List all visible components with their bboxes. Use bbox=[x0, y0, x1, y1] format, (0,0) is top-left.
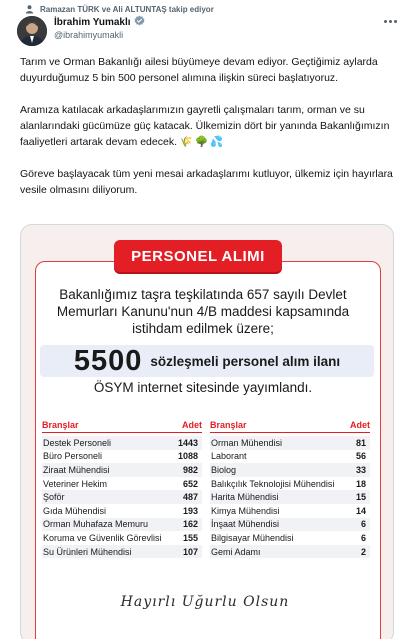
tweet-paragraph: Göreve başlayacak tüm yeni mesai arkadaşlarımı kutluyor, ülkemiz için hayırlara vesile olmasını diliyorum. bbox=[20, 168, 393, 197]
more-options-icon[interactable] bbox=[384, 20, 397, 23]
branch-name: Orman Muhafaza Memuru bbox=[43, 519, 149, 530]
tweet-paragraph: Tarım ve Orman Bakanlığı ailesi büyümeye devam ediyor. Geçtiğimiz aylarda duyurduğumuz 5 bin 500 personel alımına ilişkin süreci başlatıyoruz. bbox=[20, 56, 378, 84]
branch-count: 1088 bbox=[177, 451, 198, 462]
branch-name: Gemi Adamı bbox=[211, 546, 261, 557]
branch-name: Harita Mühendisi bbox=[211, 492, 279, 503]
branch-name: Büro Personeli bbox=[43, 451, 103, 462]
author-name[interactable]: İbrahim Yumaklı bbox=[54, 16, 131, 28]
branch-count: 15 bbox=[355, 492, 366, 503]
branch-name: Koruma ve Güvenlik Görevlisi bbox=[43, 532, 162, 543]
table-row bbox=[42, 518, 202, 532]
branch-table-left bbox=[42, 420, 202, 558]
branch-name: Şoför bbox=[43, 492, 65, 503]
avatar[interactable] bbox=[17, 16, 47, 46]
branch-name: Orman Mühendisi bbox=[211, 437, 283, 448]
poster-intro bbox=[36, 286, 370, 337]
branch-count: 1443 bbox=[177, 437, 198, 448]
table-header bbox=[42, 420, 202, 433]
highlight-box bbox=[40, 345, 374, 377]
branch-count: 2 bbox=[360, 546, 366, 557]
big-label: sözleşmeli personel alım ilanı bbox=[150, 353, 341, 369]
table-row bbox=[42, 450, 202, 464]
tree-icon: 🌳 bbox=[195, 136, 209, 149]
social-context[interactable] bbox=[20, 2, 214, 16]
branch-table-right bbox=[210, 420, 370, 558]
branch-name: Balıkçılık Teknolojisi Mühendisi bbox=[211, 478, 335, 489]
branch-name: Ziraat Mühendisi bbox=[43, 464, 110, 475]
big-number: 5500 bbox=[73, 344, 143, 377]
branch-count: 107 bbox=[182, 546, 198, 557]
table-row bbox=[42, 504, 202, 518]
header-count: Adet bbox=[350, 420, 370, 430]
branch-count: 982 bbox=[182, 464, 198, 475]
table-row bbox=[42, 436, 202, 450]
table-header bbox=[210, 420, 370, 433]
tweet-text bbox=[20, 54, 395, 198]
branch-name: Destek Personeli bbox=[43, 437, 112, 448]
social-context-text: Ramazan TÜRK ve Ali ALTUNTAŞ takip ediyor bbox=[40, 4, 214, 14]
table-row bbox=[210, 518, 370, 532]
table-row bbox=[210, 545, 370, 559]
header-branch: Branşlar bbox=[210, 420, 247, 430]
osym-text: ÖSYM internet sitesinde yayımlandı. bbox=[93, 380, 313, 395]
branch-count: 33 bbox=[355, 464, 366, 475]
branch-name: Kimya Mühendisi bbox=[211, 505, 280, 516]
branch-count: 14 bbox=[355, 505, 366, 516]
signature: Hayırlı Uğurlu Olsun bbox=[120, 594, 290, 610]
branch-count: 162 bbox=[182, 519, 198, 530]
intro-line: istihdam edilmek üzere; bbox=[132, 321, 274, 336]
table-row bbox=[210, 490, 370, 504]
branch-name: İnşaat Mühendisi bbox=[211, 519, 280, 530]
water-drops-icon: 💦 bbox=[210, 136, 224, 149]
table-row bbox=[42, 477, 202, 491]
tweet-paragraph-text: Aramıza katılacak arkadaşlarımızın gayretli çalışmaları tarım, orman ve su alanlarındaki gücümüze güç katacak. Ülkemizin dört bir yanında Bakanlığımızın faaliyetleri artarak devam edecek. bbox=[20, 104, 390, 148]
author-block[interactable] bbox=[54, 15, 145, 40]
branch-name: Bilgisayar Mühendisi bbox=[211, 532, 294, 543]
header-branch: Branşlar bbox=[42, 420, 79, 430]
branch-count: 6 bbox=[360, 519, 366, 530]
table-row bbox=[210, 463, 370, 477]
author-handle[interactable]: @ibrahimyumakli bbox=[54, 30, 124, 40]
table-row bbox=[42, 490, 202, 504]
table-row bbox=[42, 545, 202, 559]
repost-icon bbox=[20, 3, 34, 15]
intro-line: Memurları Kanunu'nun 4/B maddesi kapsamında bbox=[56, 304, 350, 319]
tweet-paragraph bbox=[20, 102, 395, 150]
branch-count: 18 bbox=[355, 478, 366, 489]
branch-name: Gıda Mühendisi bbox=[43, 505, 107, 516]
emoji-row bbox=[180, 134, 223, 150]
branch-count: 56 bbox=[355, 451, 366, 462]
branch-count: 155 bbox=[182, 532, 198, 543]
table-row bbox=[210, 436, 370, 450]
branch-name: Su Ürünleri Mühendisi bbox=[43, 546, 132, 557]
branch-name: Veteriner Hekim bbox=[43, 478, 108, 489]
branch-count: 652 bbox=[182, 478, 198, 489]
branch-count: 6 bbox=[360, 532, 366, 543]
table-row bbox=[210, 450, 370, 464]
intro-line: Bakanlığımız taşra teşkilatında 657 sayılı Devlet bbox=[59, 287, 347, 302]
table-row bbox=[42, 463, 202, 477]
branch-name: Laborant bbox=[211, 451, 247, 462]
wheat-icon: 🌾 bbox=[179, 136, 193, 149]
table-row bbox=[42, 531, 202, 545]
branch-name: Biolog bbox=[211, 464, 237, 475]
branch-count: 81 bbox=[355, 437, 366, 448]
branch-count: 487 bbox=[182, 492, 198, 503]
poster-banner: PERSONEL ALIMI bbox=[114, 240, 282, 272]
table-row bbox=[210, 531, 370, 545]
table-row bbox=[210, 504, 370, 518]
branch-count: 193 bbox=[182, 505, 198, 516]
header-count: Adet bbox=[182, 420, 202, 430]
verified-badge-icon bbox=[134, 13, 145, 31]
table-row bbox=[210, 477, 370, 491]
